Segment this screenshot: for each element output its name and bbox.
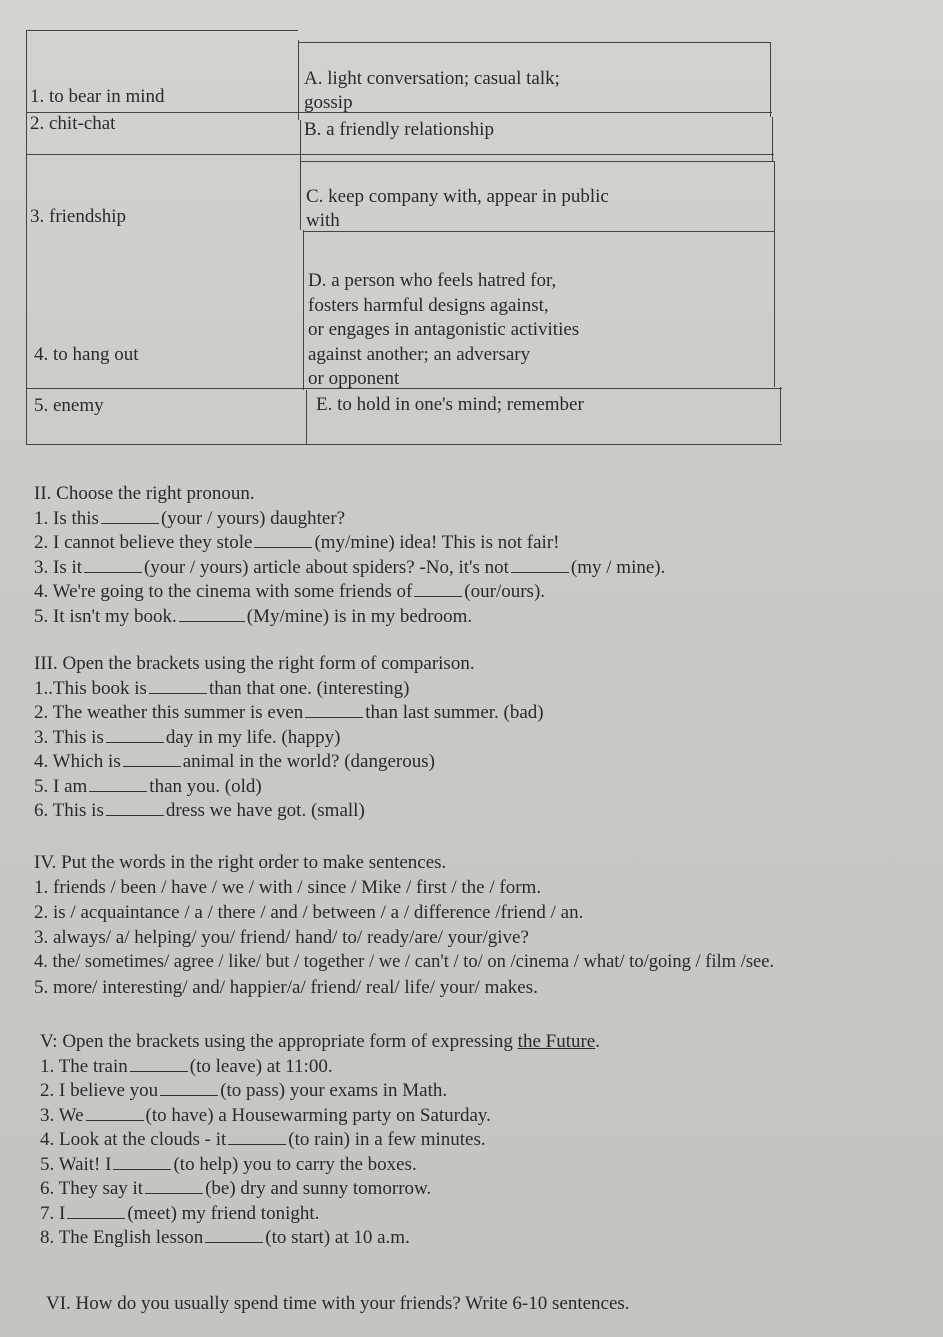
answer-blank[interactable] (228, 1143, 286, 1145)
exercise-item: 5. more/ interesting/ and/ happier/a/ friend/ real/ life/ your/ makes. (34, 977, 538, 998)
exercise-item: 5. It isn't my book. (My/mine) is in my bedroom. (34, 605, 473, 627)
answer-blank[interactable] (179, 620, 245, 622)
exercise-item: 4. Look at the clouds - it (to rain) in a few minutes. (40, 1129, 486, 1150)
section-comparison (34, 652, 544, 824)
exercise-item: 1. The train (to leave) at 11:00. (40, 1055, 333, 1077)
definition-a: A. light conversation; casual talk; gossip (304, 68, 560, 113)
exercise-item: 1..This book is than that one. (interesting) (34, 677, 410, 699)
exercise-item: 3. Is it (your / yours) article about spiders? -No, it's not (my / mine). (34, 556, 666, 578)
exercise-item: 8. The English lesson (to start) at 10 a.m. (40, 1227, 410, 1248)
answer-blank[interactable] (511, 571, 569, 573)
answer-blank[interactable] (106, 814, 164, 816)
exercise-item: 3. This is day in my life. (happy) (34, 726, 341, 748)
answer-blank[interactable] (113, 1168, 171, 1170)
exercise-item: 3. always/ a/ helping/ you/ friend/ hand/ to/ ready/are/ your/give? (34, 927, 529, 948)
matching-table (26, 30, 782, 445)
section-writing (46, 1292, 630, 1317)
answer-blank[interactable] (123, 765, 181, 767)
exercise-item: 2. is / acquaintance / a / there / and / between / a / difference /friend / an. (34, 902, 584, 923)
exercise-item: 2. I believe you (to pass) your exams in Math. (40, 1080, 448, 1101)
section-future (40, 1030, 600, 1251)
section-title: V: Open the brackets using the appropriate form of expressing the Future. (40, 1031, 600, 1052)
exercise-item: 1. friends / been / have / we / with / since / Mike / first / the / form. (34, 877, 542, 898)
section-title: III. Open the brackets using the right form of comparison. (34, 653, 475, 674)
section-title: II. Choose the right pronoun. (34, 483, 255, 504)
section-word-order (34, 850, 774, 1000)
exercise-item: 6. This is dress we have got. (small) (34, 800, 365, 821)
definition-e: E. to hold in one's mind; remember (316, 394, 584, 415)
answer-blank[interactable] (130, 1070, 188, 1072)
section-title: IV. Put the words in the right order to make sentences. (34, 852, 447, 873)
exercise-item: 6. They say it (be) dry and sunny tomorrow. (40, 1178, 432, 1199)
answer-blank[interactable] (145, 1192, 203, 1194)
exercise-item: 4. Which is animal in the world? (dangerous) (34, 751, 435, 772)
answer-blank[interactable] (86, 1119, 144, 1121)
answer-blank[interactable] (84, 571, 142, 573)
answer-blank[interactable] (160, 1094, 218, 1096)
answer-blank[interactable] (106, 741, 164, 743)
term-1: 1. to bear in mind (30, 86, 165, 107)
section-title: VI. How do you usually spend time with your friends? Write 6-10 sentences. (46, 1293, 630, 1314)
answer-blank[interactable] (149, 692, 207, 694)
term-2: 2. chit-chat (30, 113, 116, 134)
term-5: 5. enemy (34, 395, 104, 416)
definition-b: B. a friendly relationship (304, 119, 494, 140)
answer-blank[interactable] (414, 595, 462, 597)
exercise-item: 2. I cannot believe they stole (my/mine) idea! This is not fair! (34, 532, 560, 553)
exercise-item: 3. We (to have) a Housewarming party on Saturday. (40, 1104, 491, 1126)
answer-blank[interactable] (205, 1241, 263, 1243)
term-3: 3. friendship (30, 206, 127, 227)
answer-blank[interactable] (305, 716, 363, 718)
exercise-item: 7. I (meet) my friend tonight. (40, 1202, 320, 1224)
section-pronouns (34, 482, 665, 629)
exercise-item: 1. Is this (your / yours) daughter? (34, 507, 346, 529)
answer-blank[interactable] (101, 522, 159, 524)
exercise-item: 2. The weather this summer is even than last summer. (bad) (34, 702, 544, 723)
answer-blank[interactable] (89, 790, 147, 792)
exercise-item: 5. I am than you. (old) (34, 775, 262, 797)
exercise-item: 5. Wait! I (to help) you to carry the boxes. (40, 1153, 417, 1175)
answer-blank[interactable] (254, 546, 312, 548)
answer-blank[interactable] (67, 1217, 125, 1219)
term-4: 4. to hang out (34, 344, 139, 365)
exercise-item: 4. We're going to the cinema with some friends of (our/ours). (34, 581, 546, 602)
definition-d: D. a person who feels hatred for, fosters harmful designs against, or engages in antagonistic activities against another; an adversary or opponent (308, 270, 580, 389)
definition-c: C. keep company with, appear in public with (306, 186, 609, 231)
exercise-item: 4. the/ sometimes/ agree / like/ but / together / we / can't / to/ on /cinema / what/ to/going / film /see. (34, 952, 775, 972)
